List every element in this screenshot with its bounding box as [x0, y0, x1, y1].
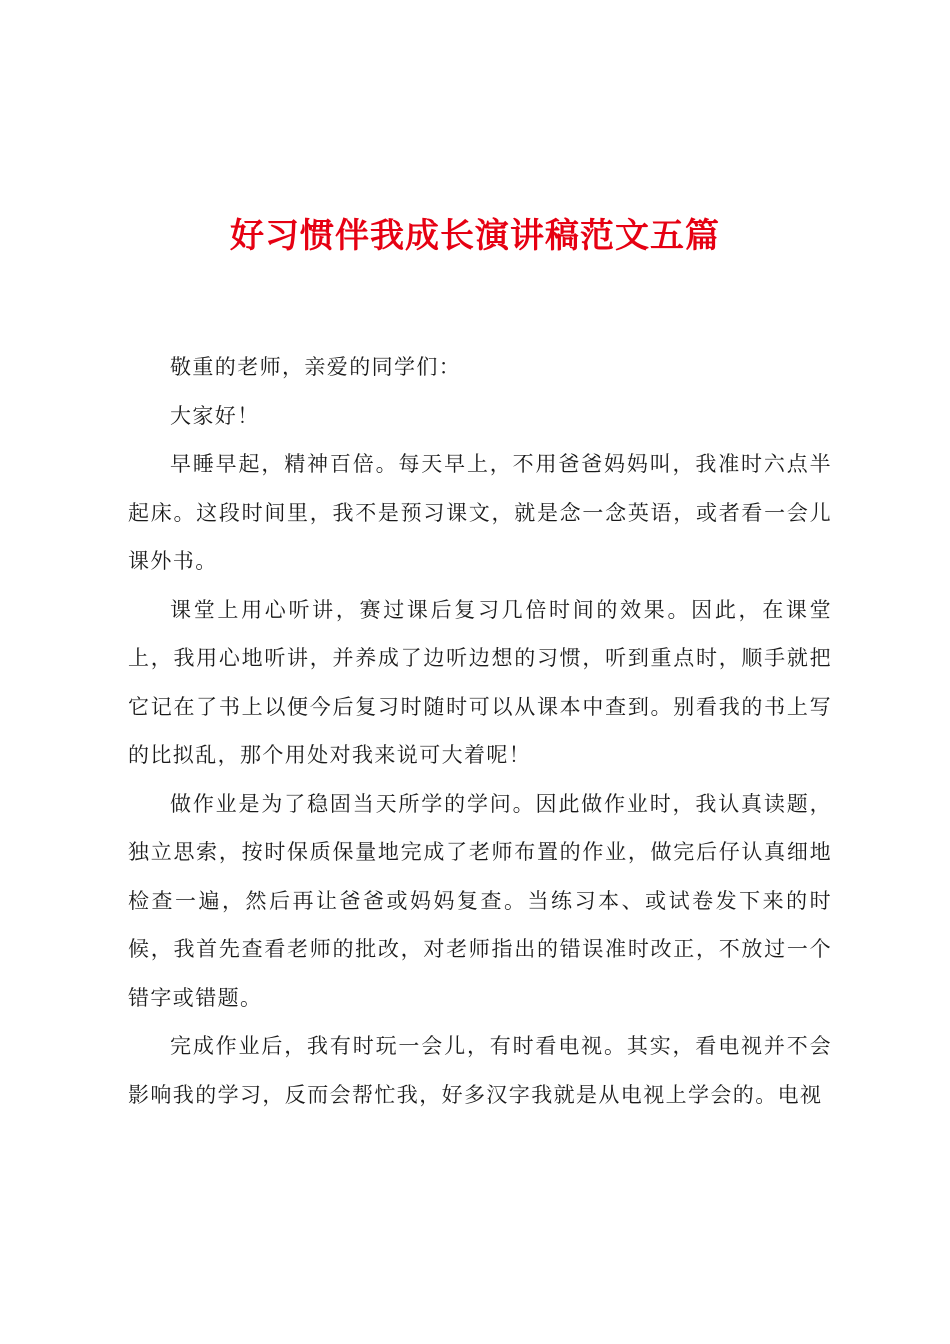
document-body [128, 343, 832, 1119]
salutation: 敬重的老师，亲爱的同学们： [170, 355, 462, 379]
greeting: 大家好！ [170, 403, 260, 428]
paragraph-after-homework: 完成作业后，我有时玩一会儿，有时看电视。其实，看电视并不会影响我的学习，反而会帮忙我，好多汉字我就是从电视上学会的。电视 [128, 1034, 832, 1107]
document-title: 好习惯伴我成长演讲稿范文五篇 [230, 216, 720, 256]
paragraph-classroom: 课堂上用心听讲，赛过课后复习几倍时间的效果。因此，在课堂上，我用心地听讲，并养成了边听边想的习惯，听到重点时，顺手就把它记在了书上以便今后复习时随时可以从课本中查到。别看我的书上写的比拟乱，那个用处对我来说可大着呢！ [128, 597, 832, 767]
paragraph-early-rising: 早睡早起，精神百倍。每天早上，不用爸爸妈妈叫，我准时六点半起床。这段时间里，我不是预习课文，就是念一念英语，或者看一会儿课外书。 [128, 452, 832, 573]
paragraph-homework: 做作业是为了稳固当天所学的学问。因此做作业时，我认真读题，独立思索，按时保质保量地完成了老师布置的作业，做完后仔认真细地检查一遍，然后再让爸爸或妈妈复查。当练习本、或试卷发下来的时候，我首先查看老师的批改，对老师指出的错误准时改正，不放过一个错字或错题。 [128, 791, 832, 1010]
